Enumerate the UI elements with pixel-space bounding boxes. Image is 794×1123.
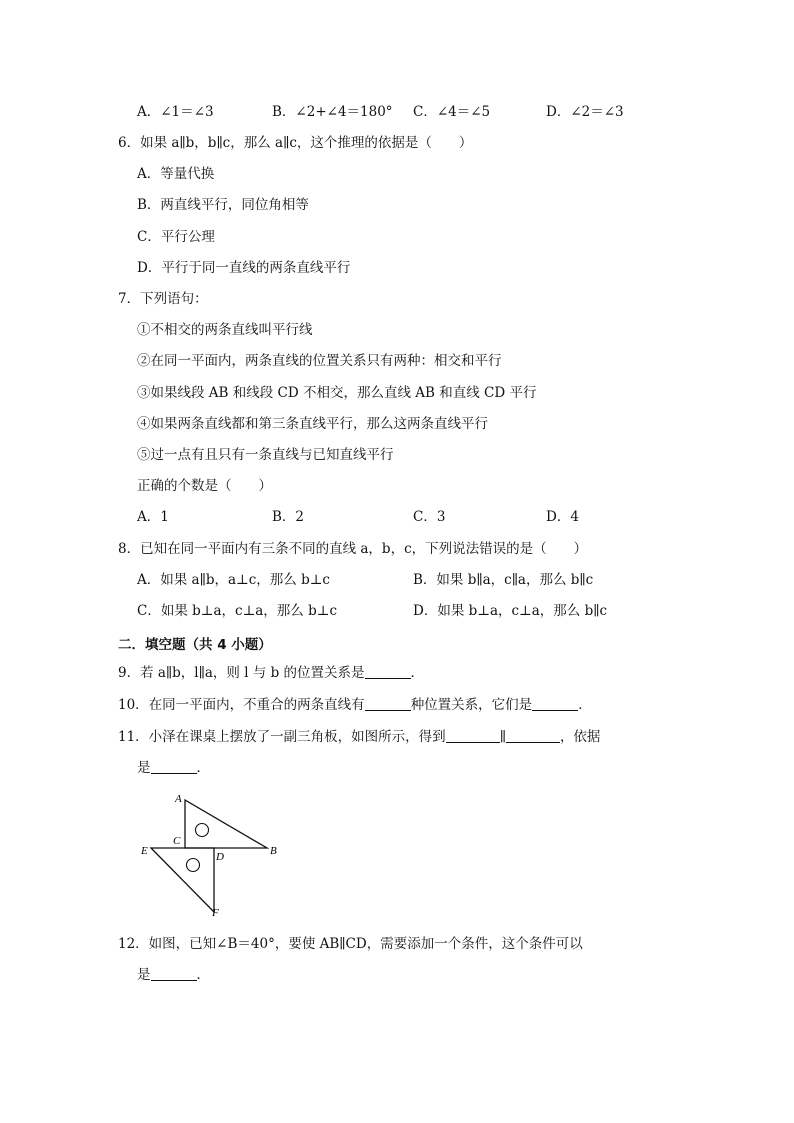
q12-line1: 12．如图，已知∠B＝40°，要使 AB∥CD，需要添加一个条件，这个条件可以 [118,936,583,952]
q7-ask: 正确的个数是（ ） [137,478,272,494]
q7-statement-1: ①不相交的两条直线叫平行线 [137,322,313,338]
q7-statement-4: ④如果两条直线都和第三条直线平行，那么这两条直线平行 [137,416,488,432]
section-heading-fill-in: 二．填空题（共 4 小题） [118,637,272,653]
q6-option-b: B．两直线平行，同位角相等 [137,197,309,213]
label-f: F [212,907,219,919]
q11-end: ． [196,760,210,776]
q11-line2 [137,759,210,777]
q11-text-3: 是 [137,760,151,776]
q11-line1 [118,728,600,746]
q10-text: 10．在同一平面内，不重合的两条直线有 [118,697,365,713]
q12-end: ． [196,967,210,983]
q7-statement-2: ②在同一平面内，两条直线的位置关系只有两种：相交和平行 [137,353,502,369]
q12-text-2: 是 [137,967,151,983]
q10-mid: 种位置关系，它们是 [410,697,533,713]
q8-option-d: D．如果 b⊥a，c⊥a，那么 b∥c [413,603,608,619]
lower-triangle-hole [187,859,200,872]
q11-triangle-figure [135,790,295,922]
q5-option-b: B．∠2+∠4＝180° [272,104,393,120]
q10-answer-blank-1[interactable] [365,696,411,711]
upper-triangle-hole [196,824,209,837]
q7-option-b: B．2 [272,509,305,525]
triangle-edf [151,848,214,912]
q5-option-d: D．∠2＝∠3 [546,104,624,120]
q12-answer-blank[interactable] [151,966,197,981]
q11-answer-blank-2[interactable] [506,728,560,743]
q12-line2 [137,966,210,984]
q7-option-c: C．3 [413,509,446,525]
q6-option-d: D．平行于同一直线的两条直线平行 [137,260,351,276]
q11-answer-blank-1[interactable] [446,728,500,743]
q10 [118,696,592,714]
q11-answer-blank-3[interactable] [151,759,197,774]
q7-statement-3: ③如果线段 AB 和线段 CD 不相交，那么直线 AB 和直线 CD 平行 [137,385,537,401]
triangle-acb [185,800,267,848]
q9 [118,664,424,682]
q7-statement-5: ⑤过一点有且只有一条直线与已知直线平行 [137,447,394,463]
q8-option-a: A．如果 a∥b，a⊥c，那么 b⊥c [137,572,330,588]
q8-option-b: B．如果 b∥a，c∥a，那么 b∥c [413,572,594,588]
q7-stem: 7．下列语句： [118,291,208,307]
q9-text: 9．若 a∥b，l∥a，则 l 与 b 的位置关系是 [118,665,365,681]
label-b: B [270,845,277,857]
q9-answer-blank[interactable] [365,664,411,679]
q6-option-a: A．等量代换 [137,166,215,182]
q7-option-a: A．1 [137,509,169,525]
label-c: C [173,835,181,847]
q9-end: ． [410,665,425,681]
q6-option-c: C．平行公理 [137,229,215,245]
q11-parallel-sign: ∥ [499,729,506,745]
q6-stem: 6．如果 a∥b，b∥c，那么 a∥c，这个推理的依据是（ ） [118,135,473,151]
q10-end: ． [578,697,592,713]
q5-option-a: A．∠1＝∠3 [137,104,214,120]
label-d: D [216,851,224,863]
label-e: E [141,845,148,857]
q8-stem: 8．已知在同一平面内有三条不同的直线 a，b，c，下列说法错误的是（ ） [118,541,588,557]
q11-text-2: ，依据 [559,729,601,745]
q8-option-c: C．如果 b⊥a，c⊥a，那么 b⊥c [137,603,338,619]
q7-option-d: D．4 [546,509,579,525]
q11-text: 11．小泽在课桌上摆放了一副三角板，如图所示，得到 [118,729,446,745]
label-a: A [175,793,182,805]
q5-option-c: C．∠4＝∠5 [413,104,491,120]
q10-answer-blank-2[interactable] [532,696,578,711]
